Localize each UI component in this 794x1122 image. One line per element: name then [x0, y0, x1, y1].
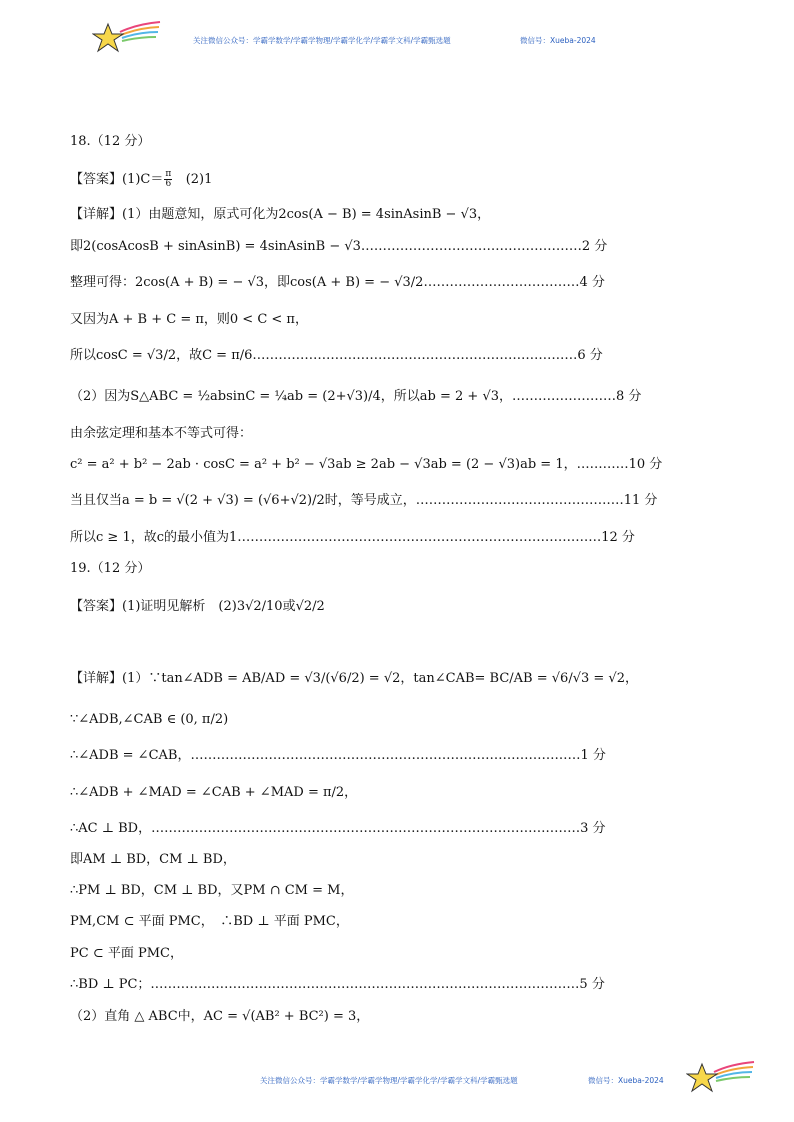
footer-wechat-text: 关注微信公众号：学霸学数学/学霸学物理/学霸学化学/学霸学文科/学霸甄选题 [260, 1076, 518, 1085]
q19-line-9: PC ⊂ 平面 PMC， [70, 946, 183, 961]
header-wechat-text: 关注微信公众号：学霸学数学/学霸学物理/学霸学化学/学霸学文科/学霸甄选题 [193, 36, 451, 45]
q19-line-8: PM,CM ⊂ 平面 PMC， ∴BD ⊥ 平面 PMC， [70, 914, 349, 929]
q18-answer-prefix: 【答案】(1)C＝ [70, 172, 164, 187]
q19-line-1: 【详解】(1）∵tan∠ADB = AB/AD = √3/(√6/2) = √2，tan∠CAB= BC/AB = √6/√3 = √2， [70, 671, 638, 686]
q18-line-4: 又因为A + B + C = π，则0 < C < π， [70, 312, 308, 327]
q19-answer: 【答案】(1)证明见解析 (2)3√2/10或√2/2 [70, 599, 325, 614]
q18-answer-pi: π [165, 169, 172, 179]
q18-line-6: （2）因为S△ABC = ½absinC = ¼ab = (2+√3)/4，所以ab = 2 + √3，……………………8 分 [70, 389, 642, 404]
q18-line-7: 由余弦定理和基本不等式可得： [70, 426, 253, 441]
q19-title: 19.（12 分） [70, 561, 151, 576]
q18-answer-fraction [164, 170, 172, 189]
q19-line-2: ∵∠ADB,∠CAB ∈ (0, π/2) [70, 712, 229, 727]
q18-answer-six: 6 [165, 179, 172, 189]
q18-line-1: 【详解】(1）由题意知，原式可化为2cos(A − B) = 4sinAsinB − √3， [70, 207, 491, 222]
q19-line-6: 即AM ⊥ BD，CM ⊥ BD， [70, 852, 236, 867]
q19-line-4: ∴∠ADB + ∠MAD = ∠CAB + ∠MAD = π/2， [70, 785, 358, 800]
shooting-star-logo-icon [686, 1058, 756, 1098]
page-footer [0, 1040, 794, 1122]
q19-line-5: ∴AC ⊥ BD，………………………………………………………………………………………3 分 [70, 821, 606, 836]
q19-line-7: ∴PM ⊥ BD，CM ⊥ BD，又PM ∩ CM = M， [70, 883, 354, 898]
q18-line-5: 所以cosC = √3/2，故C = π/6…………………………………………………………………6 分 [70, 348, 603, 363]
header-wechat-id: 微信号：Xueba-2024 [520, 36, 596, 45]
q19-line-3: ∴∠ADB = ∠CAB，………………………………………………………………………………1 分 [70, 748, 606, 763]
q18-line-2: 即2(cosAcosB + sinAsinB) = 4sinAsinB − √3……………………………………………2 分 [70, 239, 608, 254]
shooting-star-logo-icon [92, 18, 162, 58]
q18-title: 18.（12 分） [70, 134, 151, 149]
q18-line-9: 当且仅当a = b = √(2 + √3) = (√6+√2)/2时，等号成立，…………………………………………11 分 [70, 493, 658, 508]
q18-answer [70, 170, 212, 189]
q18-line-10: 所以c ≥ 1，故c的最小值为1…………………………………………………………………………12 分 [70, 530, 635, 545]
page-header [0, 0, 794, 80]
q18-line-8: c² = a² + b² − 2ab · cosC = a² + b² − √3ab ≥ 2ab − √3ab = (2 − √3)ab = 1，…………10 分 [70, 457, 663, 472]
footer-wechat-id: 微信号：Xueba-2024 [588, 1076, 664, 1085]
q19-line-10: ∴BD ⊥ PC；………………………………………………………………………………………5 分 [70, 977, 605, 992]
q18-line-3: 整理可得：2cos(A + B) = − √3，即cos(A + B) = − √3/2………………………………4 分 [70, 275, 605, 290]
q19-line-11: （2）直角 △ ABC中，AC = √(AB² + BC²) = 3， [70, 1009, 370, 1024]
q18-answer-tail: (2)1 [185, 172, 213, 187]
